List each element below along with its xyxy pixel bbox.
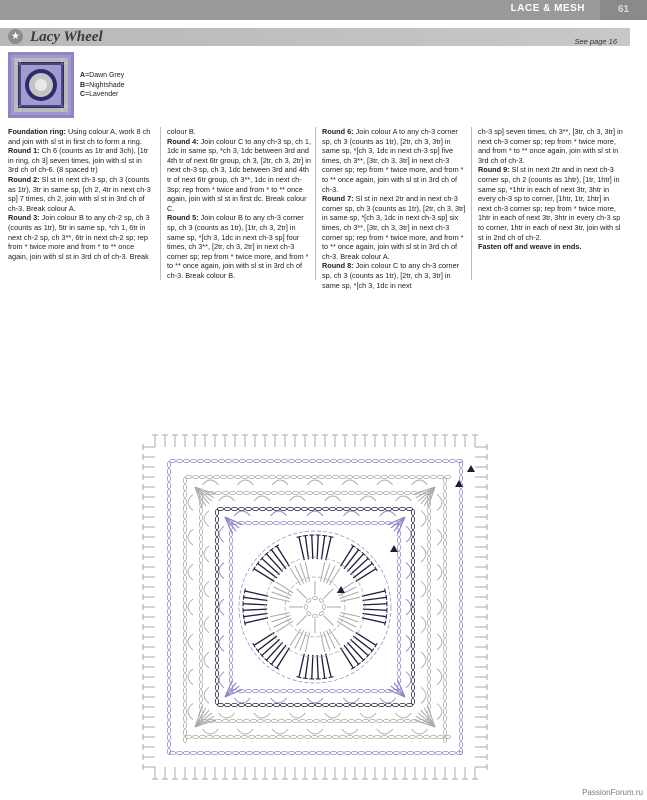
pattern-title: Lacy Wheel <box>30 29 103 45</box>
instruction-paragraph: Round 4: Join colour C to any ch-3 sp, ch 1, 1dc in same sp, *ch 3, 1dc between 3rd and 4th tr of next 6tr group, ch 3, [2tr, ch 3, 2tr] in next ch-3 sp, ch 3, 1dc between 3rd and 4th tr of next 6tr group, ch 3**, 1dc in next ch-3sp; rep from * twice and from * to ** once again, join with sl st in first dc. Break colour C. <box>167 136 311 213</box>
instructions-column-4 <box>478 127 623 252</box>
instruction-paragraph: Round 3: Join colour B to any ch-2 sp, ch 3 (counts as 1tr), 5tr in same sp, *ch 1, 6tr in next ch-2 sp, ch 3**, 6tr in next ch-2 sp; rep from * twice more and from * to ** once again, join with sl st in 3rd ch of ch-3. Break <box>8 213 150 261</box>
pattern-title-bar <box>0 28 630 46</box>
colour-key <box>80 71 125 100</box>
instructions-column-1 <box>8 127 153 261</box>
instructions-column-2 <box>167 127 312 281</box>
column-divider <box>160 127 161 280</box>
instruction-paragraph: Round 7: Sl st in next 2tr and in next ch-3 corner sp, ch 3 (counts as 1tr), [2tr, ch 3, 3tr] in same sp, *[ch 3, 1dc in next ch-3 sp] six times, ch 3**, [3tr, ch 3, 3tr] in next ch-3 corner sp; rep from * twice more, and from * to ** once again, join with sl st in 3rd ch of ch-3. Break colour A. <box>322 194 466 261</box>
section-title: LACE & MESH <box>510 3 585 14</box>
instruction-paragraph: Fasten off and weave in ends. <box>478 242 582 252</box>
see-page-reference: See page 16 <box>574 37 617 46</box>
instructions-column-3 <box>322 127 467 290</box>
instruction-paragraph: Round 2: Sl st in next ch-3 sp, ch 3 (counts as 1tr), 3tr in same sp, [ch 2, 4tr in next ch-3 sp] 7 times, ch 2, join with sl st in 3rd ch of ch-3. Break colour A. <box>8 174 151 213</box>
colour-key-item: B=Nightshade <box>80 81 125 89</box>
colour-key-item: C=Lavender <box>80 91 119 98</box>
instruction-paragraph: Round 5: Join colour B to any ch-3 corner sp, ch 3 (counts as 1tr), [1tr, ch 3, 2tr] in same sp, *[ch 3, 1dc in next ch-3 sp] four times, ch 3**, [2tr, ch 3, 2tr] in next ch-3 corner sp; rep from * twice more, and from * to ** once again, join with sl st in 3rd ch of ch-3. Break colour B. <box>167 213 309 280</box>
instruction-paragraph: ch-3 sp] seven times, ch 3**, [3tr, ch 3, 3tr] in next ch-3 corner sp; rep from * twice more, and from * to ** once again, join with sl st in 3rd ch of ch-3. <box>478 127 623 165</box>
instruction-paragraph: Round 9: Sl st in next 2tr and in next ch-3 corner sp, ch 2 (counts as 1htr), [1tr, 1htr] in same sp, *1htr in each of next 3tr, 3htr in every ch-3 sp to corner, [1htr, 1tr, 1htr] in next ch-3 corner sp; rep from * twice more, 1htr in each of next 3tr, 3htr in every ch-3 sp to corner, 1htr in each of next 3tr, join with sl st in 2nd ch of ch-2. <box>478 165 621 242</box>
instruction-paragraph: colour B. <box>167 127 196 136</box>
column-divider <box>315 127 316 280</box>
page-number: 61 <box>600 0 647 20</box>
square-swatch-image <box>8 52 74 118</box>
instruction-paragraph: Round 6: Join colour A to any ch-3 corner sp, ch 3 (counts as 1tr), [2tr, ch 3, 3tr] in same sp, *[ch 3, 1dc in next ch-3 sp] five times, ch 3**, [3tr, ch 3, 3tr] in next ch-3 corner sp; rep from * twice more, and from * to ** once again, join with sl st in 3rd ch of ch-3. <box>322 127 464 194</box>
crochet-chart-diagram <box>140 432 490 782</box>
instruction-paragraph: Round 8: Join colour C to any ch-3 corner sp, ch 3 (counts as 1tr), [2tr, ch 3, 3tr] in same sp, *[ch 3, 1dc in next <box>322 261 460 290</box>
instruction-paragraph: Round 1: Ch 6 (counts as 1tr and 3ch), [1tr in ring, ch 3] seven times, join with sl st in 3rd ch of ch-6. (8 spaced tr) <box>8 146 149 175</box>
page-header-bar <box>0 0 647 20</box>
star-icon: ★ <box>8 29 23 44</box>
watermark-text: PassionForum.ru <box>582 788 643 797</box>
column-divider <box>471 127 472 280</box>
colour-key-item: A=Dawn Grey <box>80 72 125 79</box>
instruction-paragraph: Foundation ring: Using colour A, work 8 ch and join with sl st in first ch to form a ring. <box>8 127 151 146</box>
